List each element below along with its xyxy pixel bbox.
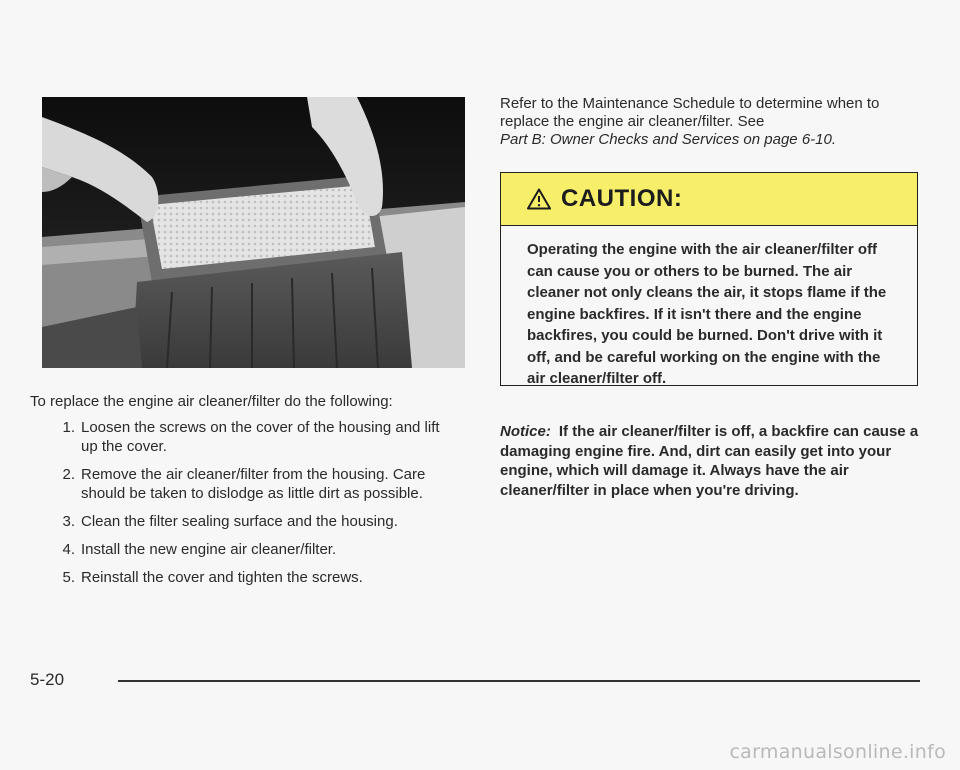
list-item [30,568,470,587]
replacement-steps [30,418,470,596]
notice-paragraph [500,422,920,500]
step-number: 2. [62,466,75,483]
warning-triangle-icon [527,188,551,210]
refer-text: Refer to the Maintenance Schedule to determine when to replace the engine air cleaner/filter. See [500,95,880,130]
notice-text: If the air cleaner/filter is off, a backfire can cause a damaging engine fire. And, dirt can easily get into your engine, which will damage it. Always have the air cleaner/filter in place when you're driving. [500,423,919,499]
list-item [30,540,470,559]
footer-divider [118,680,920,682]
maintenance-reference [500,95,920,149]
list-item [30,465,470,503]
watermark: carmanualsonline.info [729,741,946,763]
step-number: 1. [62,419,75,436]
list-item [30,418,470,456]
caution-title: CAUTION: [561,185,683,212]
step-text: Install the new engine air cleaner/filter. [81,541,337,558]
cross-reference-link[interactable]: Part B: Owner Checks and Services on page 6-10. [500,131,837,148]
page-number: 5-20 [30,670,65,689]
step-number: 3. [62,513,75,530]
caution-header [501,173,917,226]
list-item [30,512,470,531]
air-filter-photo [42,97,465,368]
caution-body: Operating the engine with the air cleaner/filter off can cause you or others to be burned. The air cleaner not only cleans the air, it stops flame if the engine backfires. If it isn't there and the engine backfires, you could be burned. Don't drive with it off, and be careful working on the engine with the air cleaner/filter off. [527,241,887,387]
step-text: Loosen the screws on the cover of the housing and lift up the cover. [81,419,440,455]
step-text: Remove the air cleaner/filter from the housing. Care should be taken to dislodge as little dirt as possible. [81,466,426,502]
caution-box [500,172,918,386]
step-text: Clean the filter sealing surface and the housing. [81,513,398,530]
step-text: Reinstall the cover and tighten the screws. [81,569,363,586]
notice-label: Notice: [500,423,551,440]
step-number: 4. [62,541,75,558]
step-number: 5. [62,569,75,586]
instructions-intro: To replace the engine air cleaner/filter do the following: [30,393,393,410]
